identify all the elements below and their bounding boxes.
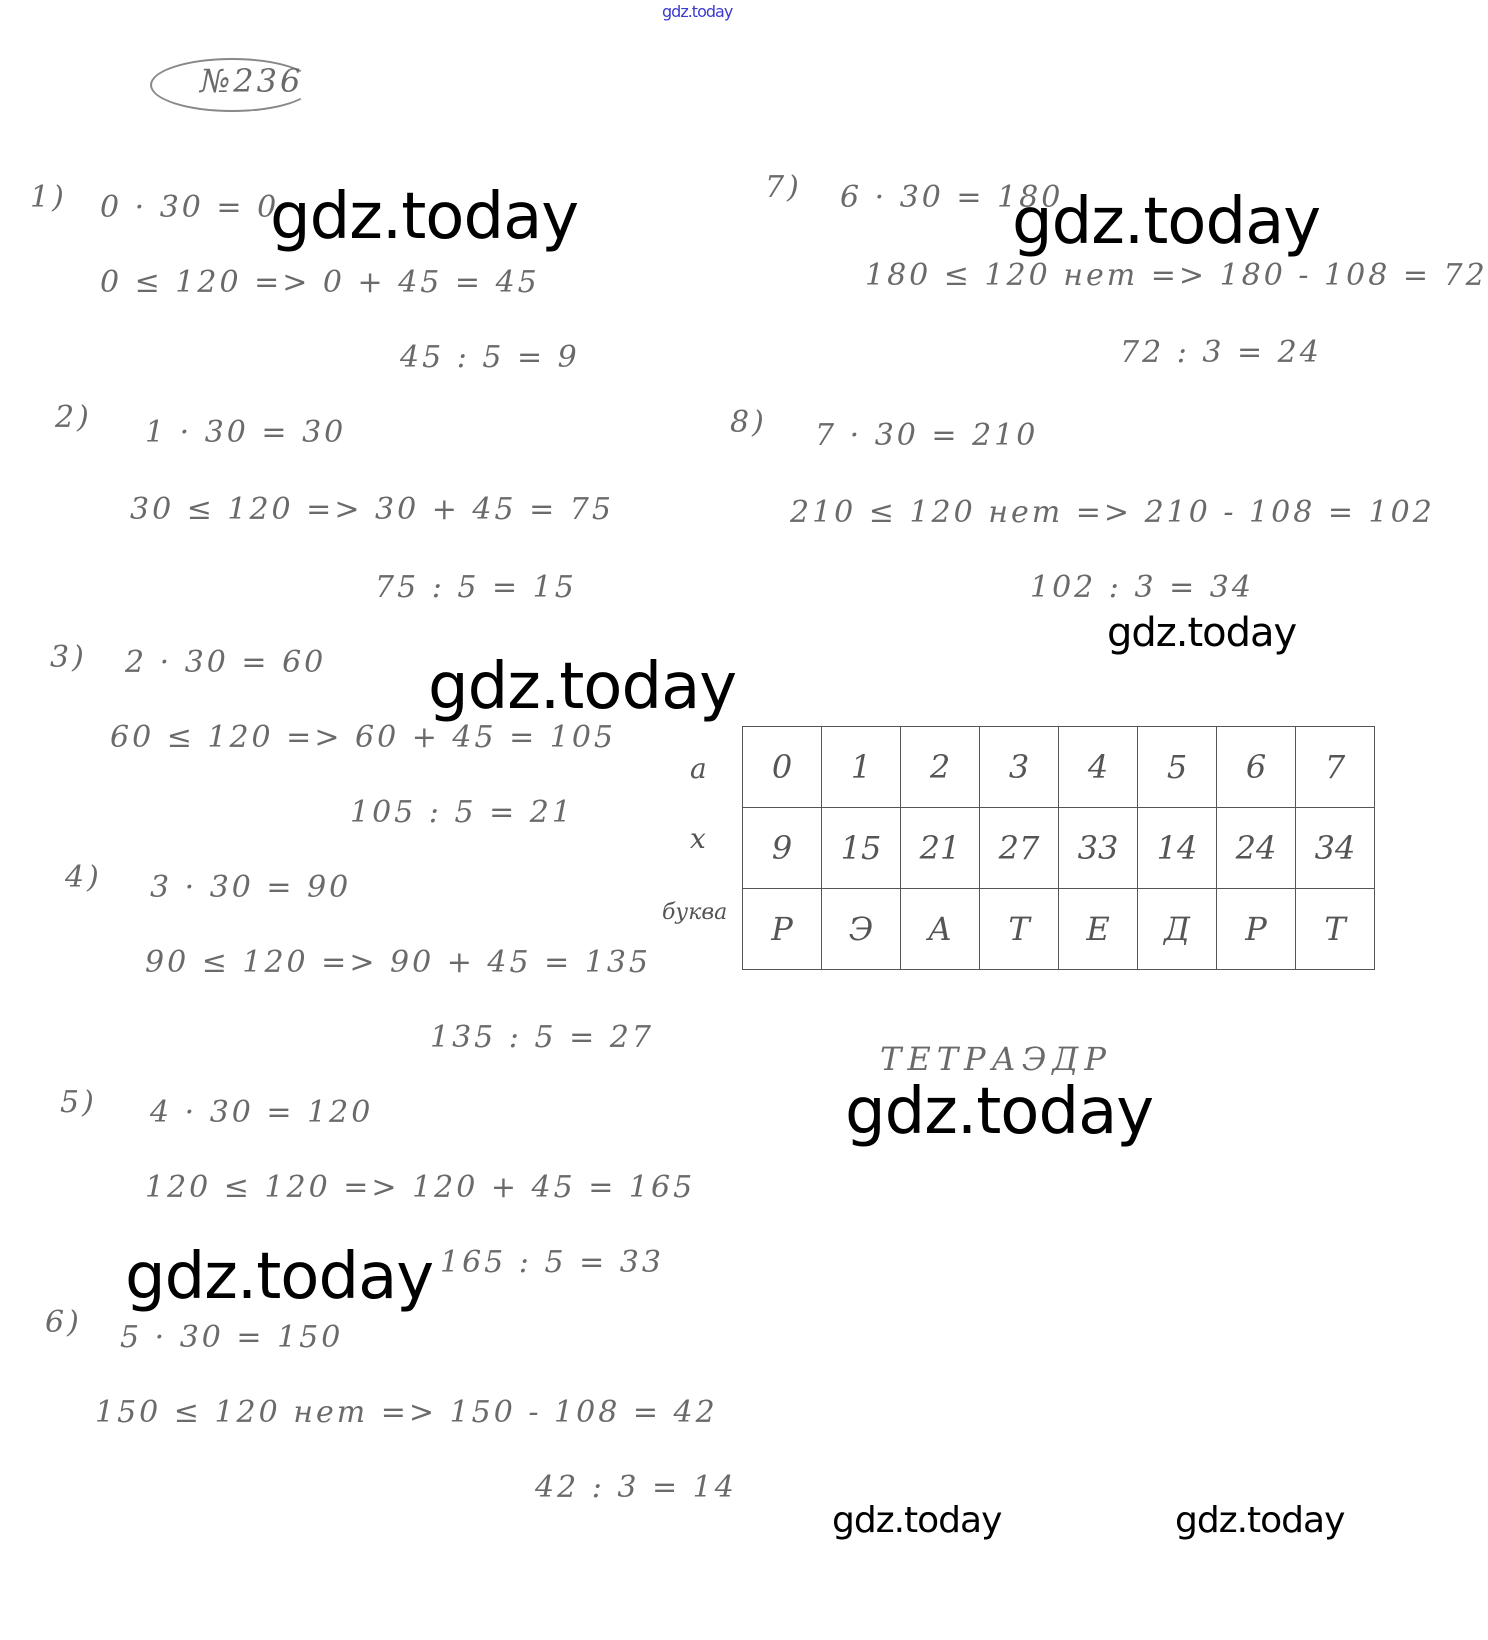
row-label-x: x xyxy=(690,822,706,855)
solution-line: 120 ≤ 120 => 120 + 45 = 165 xyxy=(145,1170,696,1205)
solution-line: 2 · 30 = 60 xyxy=(125,645,327,680)
table-cell: 34 xyxy=(1296,808,1375,889)
problem-label: 2) xyxy=(55,400,92,435)
table-cell: 9 xyxy=(743,808,822,889)
table-cell: 7 xyxy=(1296,727,1375,808)
table-cell: 14 xyxy=(1138,808,1217,889)
row-label-letter: буква xyxy=(662,900,728,925)
solution-line: 45 : 5 = 9 xyxy=(400,340,580,375)
table-cell: Е xyxy=(1059,889,1138,970)
table-cell: Э xyxy=(822,889,901,970)
answer-word: ТЕТРАЭДР xyxy=(880,1040,1112,1078)
solution-line: 75 : 5 = 15 xyxy=(375,570,577,605)
table-cell: Р xyxy=(743,889,822,970)
table-row xyxy=(743,889,1375,970)
table-cell: 24 xyxy=(1217,808,1296,889)
watermark: gdz.today xyxy=(125,1240,434,1314)
solution-line: 30 ≤ 120 => 30 + 45 = 75 xyxy=(130,492,614,527)
solution-line: 0 ≤ 120 => 0 + 45 = 45 xyxy=(100,265,540,300)
table-cell: 4 xyxy=(1059,727,1138,808)
watermark: gdz.today xyxy=(1012,185,1321,259)
solution-line: 6 · 30 = 180 xyxy=(840,180,1064,215)
solution-line: 150 ≤ 120 нет => 150 - 108 = 42 xyxy=(95,1395,718,1430)
solution-line: 90 ≤ 120 => 90 + 45 = 135 xyxy=(145,945,652,980)
solution-line: 42 : 3 = 14 xyxy=(535,1470,737,1505)
watermark: gdz.today xyxy=(1175,1500,1345,1541)
header-watermark: gdz.today xyxy=(662,2,733,21)
table-cell: 3 xyxy=(980,727,1059,808)
problem-label: 3) xyxy=(50,640,87,675)
solution-line: 72 : 3 = 24 xyxy=(1120,335,1322,370)
table-cell: Р xyxy=(1217,889,1296,970)
table-cell: А xyxy=(901,889,980,970)
problem-label: 8) xyxy=(730,405,767,440)
watermark: gdz.today xyxy=(270,180,579,254)
row-label-a: a xyxy=(690,752,707,785)
solution-line: 5 · 30 = 150 xyxy=(120,1320,344,1355)
solution-line: 4 · 30 = 120 xyxy=(150,1095,374,1130)
solution-line: 135 : 5 = 27 xyxy=(430,1020,654,1055)
problem-label: 7) xyxy=(765,170,802,205)
table-cell: Т xyxy=(980,889,1059,970)
solution-line: 3 · 30 = 90 xyxy=(150,870,352,905)
table-cell: 5 xyxy=(1138,727,1217,808)
watermark: gdz.today xyxy=(1107,610,1297,656)
solution-line: 105 : 5 = 21 xyxy=(350,795,574,830)
table-cell: 21 xyxy=(901,808,980,889)
watermark: gdz.today xyxy=(845,1075,1154,1149)
table-cell: 0 xyxy=(743,727,822,808)
table-row xyxy=(743,727,1375,808)
watermark: gdz.today xyxy=(428,650,737,724)
table-cell: 2 xyxy=(901,727,980,808)
watermark: gdz.today xyxy=(832,1500,1002,1541)
solution-line: 1 · 30 = 30 xyxy=(145,415,347,450)
problem-label: 4) xyxy=(65,860,102,895)
exercise-number: №236 xyxy=(200,62,304,100)
table-cell: 15 xyxy=(822,808,901,889)
solution-line: 210 ≤ 120 нет => 210 - 108 = 102 xyxy=(790,495,1435,530)
problem-label: 6) xyxy=(45,1305,82,1340)
table-cell: Д xyxy=(1138,889,1217,970)
solution-line: 165 : 5 = 33 xyxy=(440,1245,664,1280)
solution-line: 7 · 30 = 210 xyxy=(815,418,1039,453)
solution-line: 102 : 3 = 34 xyxy=(1030,570,1254,605)
table-cell: 27 xyxy=(980,808,1059,889)
table-cell: 33 xyxy=(1059,808,1138,889)
problem-label: 1) xyxy=(30,180,67,215)
solution-line: 60 ≤ 120 => 60 + 45 = 105 xyxy=(110,720,617,755)
table-cell: 1 xyxy=(822,727,901,808)
solution-line: 0 · 30 = 0 xyxy=(100,190,280,225)
problem-label: 5) xyxy=(60,1085,97,1120)
table-row xyxy=(743,808,1375,889)
solution-line: 180 ≤ 120 нет => 180 - 108 = 72 xyxy=(865,258,1488,293)
table-cell: 6 xyxy=(1217,727,1296,808)
table-cell: Т xyxy=(1296,889,1375,970)
answer-table xyxy=(742,726,1375,970)
